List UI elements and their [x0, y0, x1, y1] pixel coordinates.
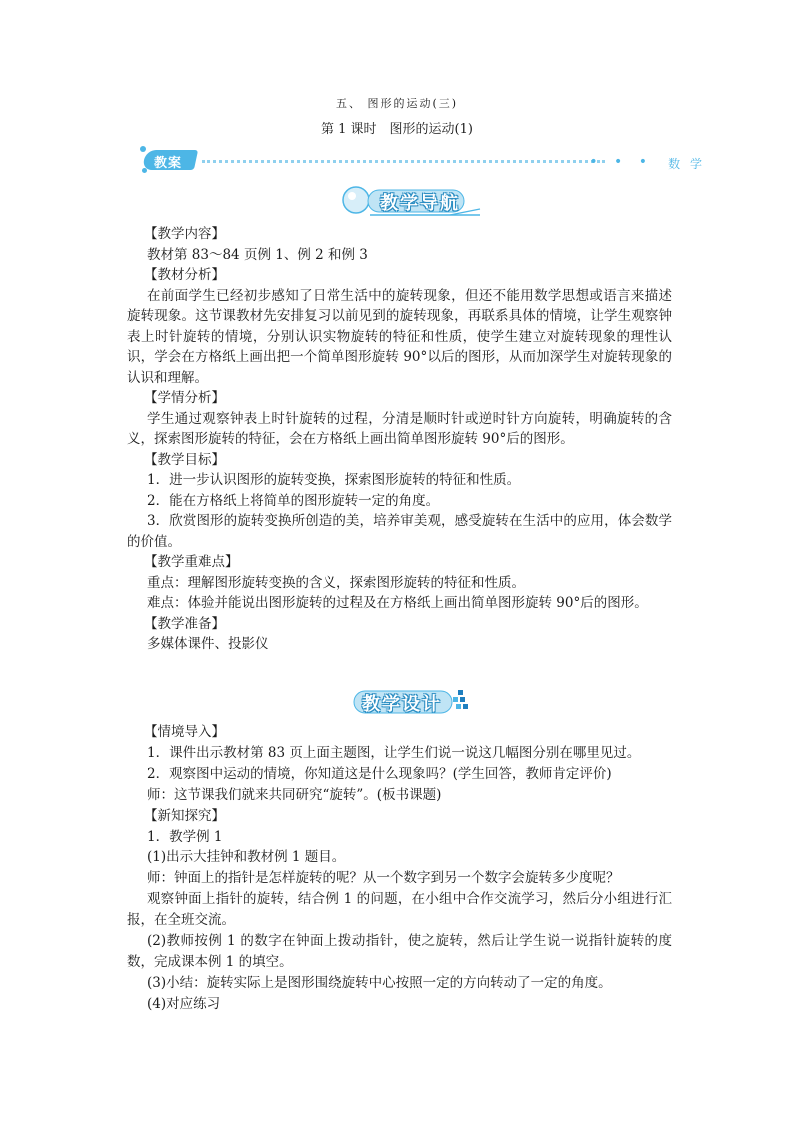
paragraph: 学生通过观察钟表上时针旋转的过程，分清是顺时针或逆时针方向旋转，明确旋转的含义，探索图形旋转的特征，会在方格纸上画出简单图形旋转 90°后的图形。 [127, 410, 672, 447]
paragraph: 1．教学例 1 [147, 828, 223, 845]
paragraph: 师：这节课我们就来共同研究“旋转”。(板书课题) [147, 786, 442, 803]
teaching-navigation-heading [340, 183, 485, 219]
paragraph: 2．观察图中运动的情境，你知道这是什么现象吗？(学生回答，教师肯定评价) [147, 765, 612, 782]
paragraph: 教材第 83～84 页例 1、例 2 和例 3 [147, 246, 368, 263]
teaching-design-heading [352, 684, 472, 720]
badge-dot-decoration [140, 146, 146, 152]
difficult-point: 难点：体验并能说出图形旋转的过程及在方格纸上画出简单图形旋转 90°后的图形。 [147, 595, 648, 611]
lesson-plan-banner [140, 144, 705, 174]
banner-dots: • • • [589, 154, 653, 170]
key-point: 重点：理解图形旋转变换的含义，探索图形旋转的特征和性质。 [147, 574, 525, 591]
section-heading: 【学情分析】 [144, 390, 225, 406]
section-heading: 【教材分析】 [144, 267, 225, 283]
unit-title: 五、 图形的运动(三) [335, 97, 459, 110]
teaching-navigation-section [127, 224, 672, 655]
section-heading: 【情境导入】 [144, 724, 225, 740]
paragraph: (4)对应练习 [147, 995, 221, 1012]
paragraph: 1．课件出示教材第 83 页上面主题图，让学生们说一说这几幅图分别在哪里见过。 [147, 744, 641, 761]
goal-item: 2．能在方格纸上将简单的图形旋转一定的角度。 [147, 492, 440, 509]
paragraph: (2)教师按例 1 的数字在钟面上拨动指针，使之旋转，然后让学生说一说指针旋转的度数，完成课本例 1 的填空。 [127, 933, 672, 970]
paragraph: (1)出示大挂钟和教材例 1 题目。 [147, 849, 346, 866]
banner-dotted-line [202, 160, 605, 163]
subject-label: 数 学 [668, 157, 705, 171]
teaching-design-label: 教学设计 [362, 694, 442, 715]
paragraph: 在前面学生已经初步感知了日常生活中的旋转现象，但还不能用数学思想或语言来描述旋转现象。这节课教材先安排复习以前见到的旋转现象，再联系具体的情境，让学生观察钟表上时针旋转的情境，分别认识实物旋转的特征和性质，使学生建立对旋转现象的理性认识，学会在方格纸上画出把一个简单图形旋转 90°以后的图形，从而加深学生对旋转现象的认识和理解。 [127, 287, 672, 386]
section-heading: 【教学重难点】 [144, 554, 239, 570]
section-heading: 【教学目标】 [144, 451, 225, 468]
section-heading: 【新知探究】 [144, 807, 225, 824]
goal-item: 3．欣赏图形的旋转变换所创造的美，培养审美观，感受旋转在生活中的应用，体会数学的价值。 [127, 513, 672, 550]
section-heading: 【教学内容】 [144, 226, 225, 242]
paragraph: 多媒体课件、投影仪 [147, 636, 269, 652]
section-heading: 【教学准备】 [144, 615, 225, 632]
goal-item: 1．进一步认识图形的旋转变换，探索图形旋转的特征和性质。 [147, 472, 521, 488]
paragraph: 师：钟面上的指针是怎样旋转的呢？从一个数字到另一个数字会旋转多少度呢？ [147, 870, 620, 887]
paragraph: (3)小结：旋转实际上是图形围绕旋转中心按照一定的方向转动了一定的角度。 [147, 974, 612, 991]
teaching-design-section [127, 722, 672, 1015]
paragraph: 观察钟面上指针的旋转，结合例 1 的问题，在小组中合作交流学习，然后分小组进行汇报，在全班交流。 [127, 891, 672, 929]
badge-dot-decoration [142, 168, 147, 173]
teaching-navigation-label: 教学导航 [380, 193, 460, 214]
lesson-title: 第 1 课时 图形的运动(1) [321, 122, 473, 137]
lesson-plan-badge-label: 教案 [154, 156, 183, 171]
